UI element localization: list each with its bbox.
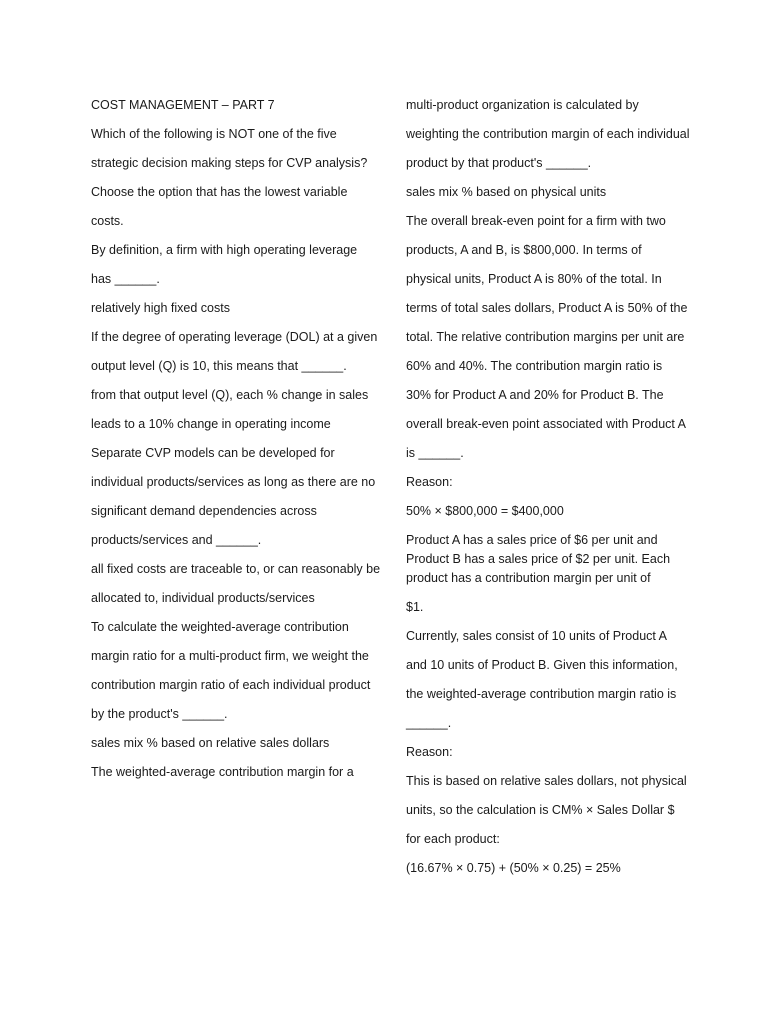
answer-break-even-calc: 50% × $800,000 = $400,000 xyxy=(406,504,564,518)
answer-sales-mix-dollars: sales mix % based on relative sales dollars xyxy=(91,736,330,750)
question-break-even-product-a: The overall break-even point for a firm with two products, A and B, is $800,000. In terms of physical units, Product A is 80% of the total. In terms of total sales dollars, Product A is 50% of the total. The relative contribution margins per unit are 60% and 40%. The contribution margin ratio is 30% for Product A and 20% for Product B. The overall break-even point associated with Product A is ______. xyxy=(406,214,688,460)
answer-lowest-variable-costs: Choose the option that has the lowest variable costs. xyxy=(91,185,348,228)
answer-high-fixed-costs: relatively high fixed costs xyxy=(91,301,230,315)
answer-dol: from that output level (Q), each % change in sales leads to a 10% change in operating income xyxy=(91,388,369,431)
answer-weighted-calc: (16.67% × 0.75) + (50% × 0.25) = 25% xyxy=(406,861,621,875)
answer-fixed-costs-traceable: all fixed costs are traceable to, or can reasonably be allocated to, individual products/services xyxy=(91,562,381,605)
question-operating-leverage: By definition, a firm with high operating leverage xyxy=(91,243,358,257)
question-dol: If the degree of operating leverage (DOL) at a given output level (Q) is 10, this means that ______. xyxy=(91,330,378,373)
question-weighted-cm-cont: multi-product organization is calculated by weighting the contribution margin of each individual product by that product's ______. xyxy=(406,98,690,170)
reason-label: Reason: xyxy=(406,475,453,489)
question-operating-leverage-cont: has ______. xyxy=(91,272,160,286)
left-column xyxy=(91,91,383,787)
answer-sales-mix-units: sales mix % based on physical units xyxy=(406,185,607,199)
question-separate-cvp: Separate CVP models can be developed for individual products/services as long as there are no significant demand dependencies across products/services and ______. xyxy=(91,446,376,547)
question-cvp-steps: Which of the following is NOT one of the five strategic decision making steps for CVP analysis? xyxy=(91,127,368,170)
question-sales-price-cont: $1. xyxy=(406,600,424,614)
question-sales-price: Product A has a sales price of $6 per unit and Product B has a sales price of $2 per unit. Each product has a contribution margin per unit of xyxy=(406,533,671,585)
document-title: COST MANAGEMENT – PART 7 xyxy=(91,98,275,112)
question-weighted-cm-ratio: To calculate the weighted-average contribution margin ratio for a multi-product firm, we weight the contribution margin ratio of each individual product by the product's ______. xyxy=(91,620,371,721)
question-weighted-cm-start: The weighted-average contribution margin for a xyxy=(91,765,354,779)
reason-label: Reason: xyxy=(406,745,453,759)
reason-relative-sales: This is based on relative sales dollars, not physical units, so the calculation is CM% × Sales Dollar $ for each product: xyxy=(406,774,687,846)
question-sales-mix: Currently, sales consist of 10 units of Product A and 10 units of Product B. Given this information, the weighted-average contribution margin ratio is ______. xyxy=(406,629,678,730)
right-column xyxy=(406,91,690,883)
